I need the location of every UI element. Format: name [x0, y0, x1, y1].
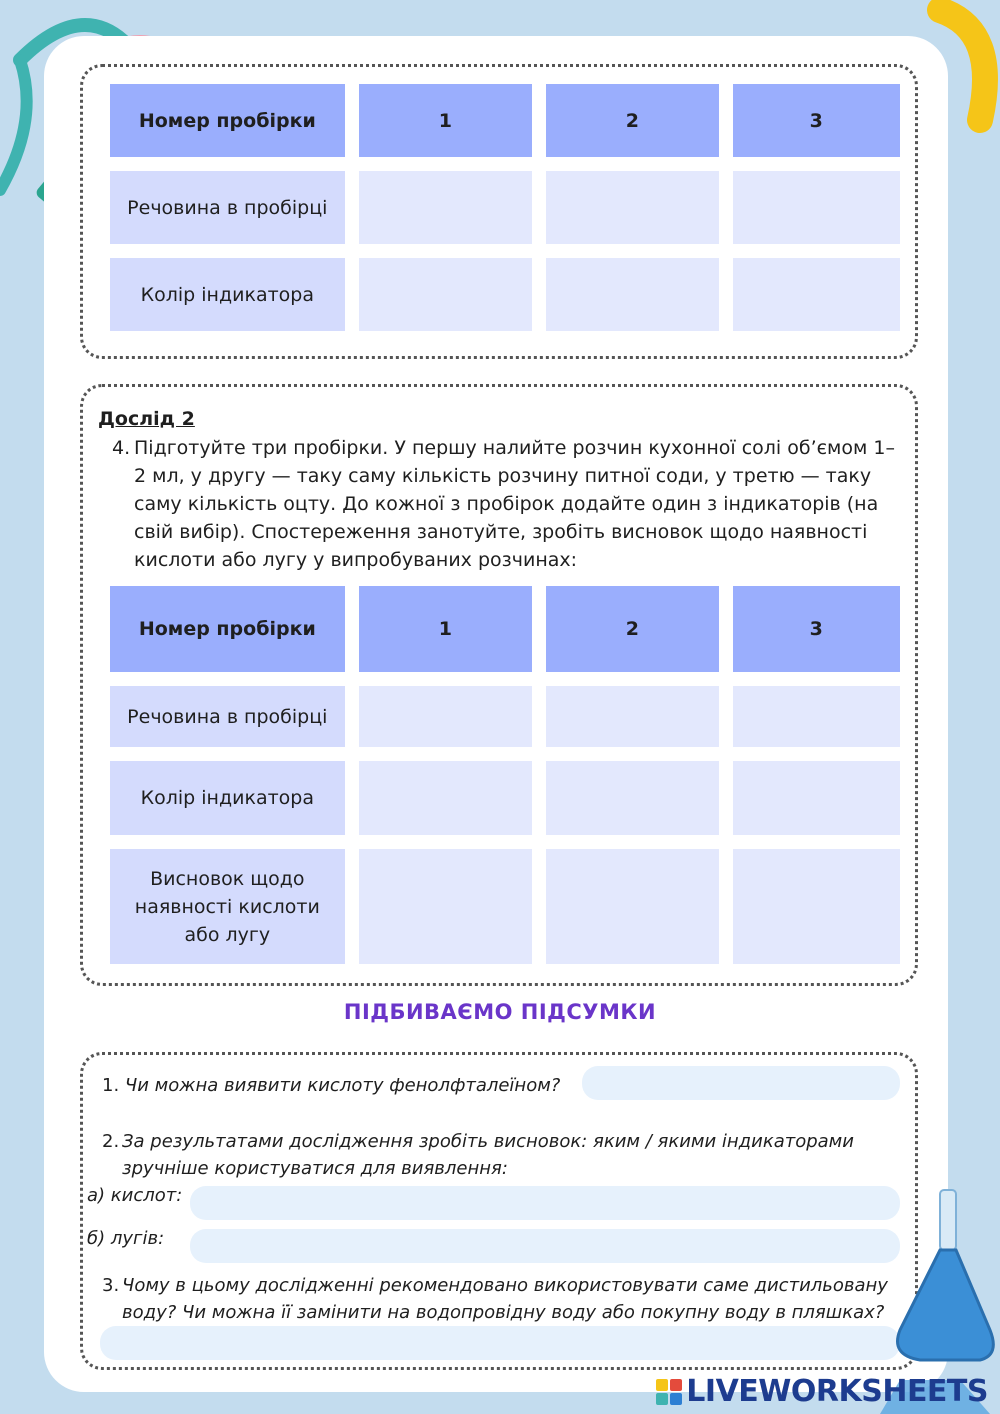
answer-q3-input[interactable]: [100, 1326, 900, 1360]
table1-header-2: 2: [546, 84, 718, 157]
answer-cell[interactable]: [546, 761, 718, 835]
table2-header-3: 3: [733, 586, 900, 672]
answer-cell[interactable]: [546, 849, 718, 964]
answer-cell[interactable]: [359, 258, 532, 331]
table2-row-color: Колір індикатора: [110, 761, 345, 835]
answer-cell[interactable]: [733, 171, 900, 244]
answer-q2b-input[interactable]: [190, 1229, 900, 1263]
liveworksheets-logo: [656, 1374, 988, 1409]
answer-cell[interactable]: [359, 849, 532, 964]
table2-row-conclusion: Висновок щодо наявності кислоти або лугу: [110, 849, 345, 964]
brand-name: LIVEWORKSHEETS: [686, 1374, 988, 1409]
table2-row-substance: Речовина в пробірці: [110, 686, 345, 747]
answer-cell[interactable]: [359, 686, 532, 747]
answer-q1-input[interactable]: [582, 1066, 900, 1100]
task-text: Підготуйте три пробірки. У першу налийте розчин кухонної солі об’ємом 1–2 мл, у другу — таку саму кількість розчину питної соди, у третю — таку саму кількість оцту. До кожної з пробірок додайте один з індикаторів (на свій вибір). Спостереження занотуйте, зробіть висновок щодо наявності кислоти або лугу у випробуваних розчинах:: [134, 437, 895, 571]
question-2b-label: б) лугів:: [87, 1228, 165, 1249]
question-number: 1.: [102, 1075, 120, 1096]
question-text: Чи можна виявити кислоту фенолфталеїном?: [124, 1075, 561, 1096]
table1: [96, 70, 914, 345]
task-number: 4.: [112, 437, 131, 459]
experiment-title: Дослід 2: [98, 408, 195, 430]
question-text: За результатами дослідження зробіть висновок: яким / якими індикаторами зручніше користуватися для виявлення:: [122, 1131, 854, 1179]
answer-cell[interactable]: [359, 761, 532, 835]
logo-icon: [656, 1379, 682, 1405]
answer-cell[interactable]: [546, 258, 718, 331]
table1-row-color: Колір індикатора: [110, 258, 345, 331]
question-number: 3.: [102, 1275, 120, 1296]
question-1: [102, 1072, 560, 1099]
question-number: 2.: [102, 1131, 120, 1152]
answer-cell[interactable]: [546, 171, 718, 244]
question-2a-label: а) кислот:: [87, 1185, 183, 1206]
question-text: Чому в цьому дослідженні рекомендовано використовувати саме дистильовану воду? Чи можна її замінити на водопровідну воду або покупну воду в пляшках?: [122, 1275, 888, 1323]
answer-cell[interactable]: [733, 761, 900, 835]
answer-q2a-input[interactable]: [190, 1186, 900, 1220]
answer-cell[interactable]: [733, 849, 900, 964]
table2-header-label: Номер пробірки: [110, 586, 345, 672]
table1-header-label: Номер пробірки: [110, 84, 345, 157]
table1-header-1: 1: [359, 84, 532, 157]
table1-row-substance: Речовина в пробірці: [110, 171, 345, 244]
table2-header-2: 2: [546, 586, 718, 672]
answer-cell[interactable]: [359, 171, 532, 244]
summary-title: ПІДБИВАЄМО ПІДСУМКИ: [343, 1000, 657, 1024]
table2: [96, 572, 914, 978]
answer-cell[interactable]: [733, 686, 900, 747]
answer-cell[interactable]: [546, 686, 718, 747]
table2-header-1: 1: [359, 586, 532, 672]
table1-header-3: 3: [733, 84, 900, 157]
answer-cell[interactable]: [733, 258, 900, 331]
